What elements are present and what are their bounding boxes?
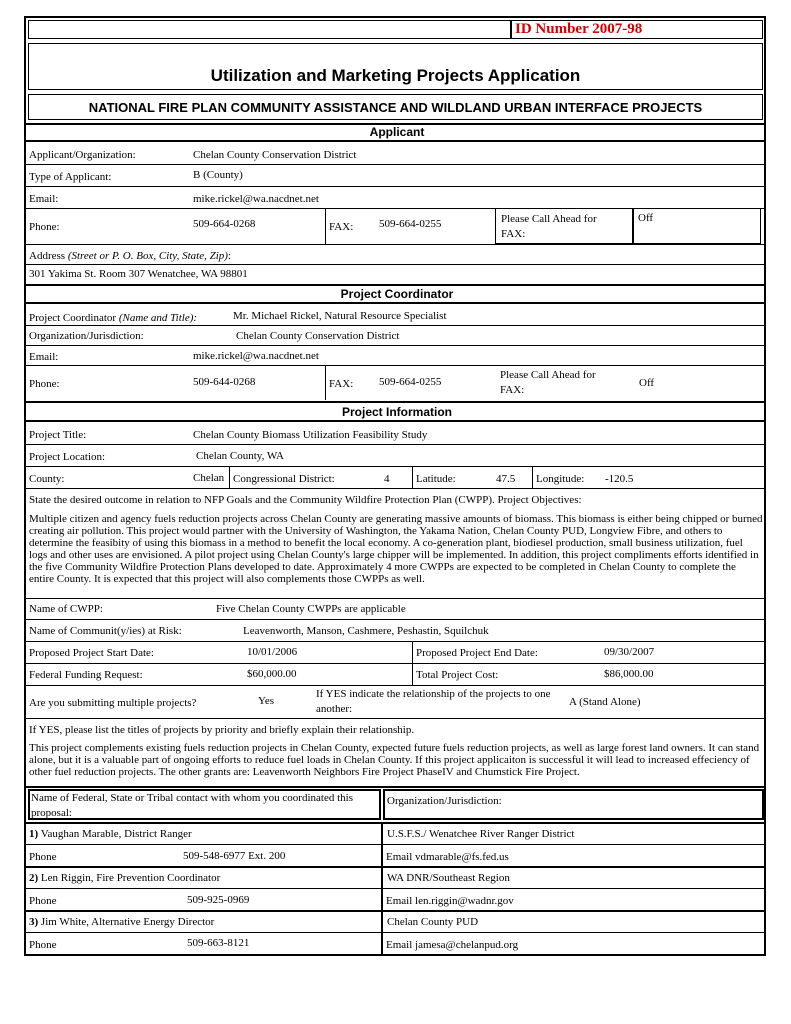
list-text: This project complements existing fuels reduction projects in Chelan County, expected future fuels reduction projects, as well as large forest land owners. It can stand alone, but it is a valuable part of ongoing efforts to reduce fuel loads in Chelan County. If this project applicaiton is successful it will lead to increased effeciency of other fuel reduction projects. The other grants are: Leavenworth Neighbors Fire Project PhaseIV and Chumstick Fire Project. <box>29 742 760 778</box>
contact-row: 3) Jim White, Alternative Energy Director <box>29 916 215 928</box>
relationship-label: If YES indicate the relationship of the projects to one another: <box>316 688 551 715</box>
page-subtitle: NATIONAL FIRE PLAN COMMUNITY ASSISTANCE AND WILDLAND URBAN INTERFACE PROJECTS <box>88 100 703 115</box>
coordinator-call-ahead-label: Please Call Ahead for FAX: <box>500 369 596 396</box>
contact-email: Email jamesa@chelanpud.org <box>386 939 519 951</box>
county-label: County: <box>29 473 65 485</box>
applicant-fax-label: FAX: <box>329 221 354 233</box>
communities-label: Name of Communit(y/ies) at Risk: <box>29 625 182 637</box>
cwpp-value: Five Chelan County CWPPs are applicable <box>216 603 406 615</box>
org-header: Organization/Jurisdiction: <box>387 795 502 807</box>
district-value: 4 <box>384 473 390 485</box>
list-prompt: If YES, please list the titles of projects by priority and briefly explain their relationship. <box>29 724 415 736</box>
header-blank-cell <box>28 20 511 39</box>
contact-row: 2) Len Riggin, Fire Prevention Coordinator <box>29 872 221 884</box>
applicant-email-value: mike.rickel@wa.nacdnet.net <box>193 193 319 205</box>
applicant-call-ahead-label: Please Call Ahead for FAX: <box>501 213 597 240</box>
start-date-value: 10/01/2006 <box>247 646 298 658</box>
applicant-type-label: Type of Applicant: <box>29 171 112 183</box>
contact-phone-label: Phone <box>29 851 57 863</box>
applicant-email-label: Email: <box>29 193 59 205</box>
county-value: Chelan <box>193 472 225 484</box>
coordinator-name-value: Mr. Michael Rickel, Natural Resource Specialist <box>233 310 447 322</box>
applicant-call-ahead-value: Off <box>638 212 654 224</box>
coordinator-fax-value: 509-664-0255 <box>379 376 442 388</box>
applicant-phone-value: 509-664-0268 <box>193 218 256 230</box>
coordinator-org-label: Organization/Jurisdiction: <box>29 330 144 342</box>
contact-header-cell <box>28 789 381 820</box>
start-date-label: Proposed Project Start Date: <box>29 647 154 659</box>
longitude-label: Longitude: <box>536 473 585 485</box>
contact-phone: 509-548-6977 Ext. 200 <box>183 850 286 862</box>
contact-email: Email len.riggin@wadnr.gov <box>386 895 514 907</box>
coordinator-phone-label: Phone: <box>29 378 60 390</box>
applicant-fax-value: 509-664-0255 <box>379 218 442 230</box>
applicant-type-value: B (County) <box>193 169 243 181</box>
relationship-value: A (Stand Alone) <box>569 696 641 708</box>
applicant-org-value: Chelan County Conservation District <box>193 149 357 161</box>
contact-phone: 509-925-0969 <box>187 894 250 906</box>
district-label: Congressional District: <box>233 473 335 485</box>
latitude-value: 47.5 <box>496 473 516 485</box>
contact-phone: 509-663-8121 <box>187 937 250 949</box>
project-title-label: Project Title: <box>29 429 87 441</box>
applicant-phone-label: Phone: <box>29 221 60 233</box>
outcome-prompt: State the desired outcome in relation to NFP Goals and the Community Wildfire Protection Plan (CWPP). Project Objectives: <box>29 494 582 506</box>
longitude-value: -120.5 <box>605 473 634 485</box>
coordinator-section-title: Project Coordinator <box>340 287 454 301</box>
contact-email: Email vdmarable@fs.fed.us <box>386 851 509 863</box>
coordinator-org-value: Chelan County Conservation District <box>236 330 400 342</box>
cwpp-label: Name of CWPP: <box>29 603 103 615</box>
page-title: Utilization and Marketing Projects Application <box>210 66 581 85</box>
id-number: ID Number 2007-98 <box>515 21 643 37</box>
applicant-section-title: Applicant <box>369 125 425 139</box>
communities-value: Leavenworth, Manson, Cashmere, Peshastin, Squilchuk <box>243 625 489 637</box>
project-section-title: Project Information <box>341 405 452 419</box>
id-number-cell <box>511 20 763 39</box>
project-location-label: Project Location: <box>29 451 106 463</box>
end-date-label: Proposed Project End Date: <box>416 647 538 659</box>
coordinator-name-label: Project Coordinator (Name and Title): <box>29 312 198 324</box>
funding-value: $60,000.00 <box>247 668 297 680</box>
project-location-value: Chelan County, WA <box>196 450 284 462</box>
coordinator-email-label: Email: <box>29 351 59 363</box>
contact-org: WA DNR/Southeast Region <box>387 872 510 884</box>
coordinator-fax-label: FAX: <box>329 378 354 390</box>
contact-org: U.S.F.S./ Wenatchee River Ranger District <box>387 828 575 840</box>
contact-phone-label: Phone <box>29 895 57 907</box>
contact-org: Chelan County PUD <box>387 916 479 928</box>
applicant-call-ahead-value-cell <box>633 208 761 244</box>
coordinator-call-ahead-value: Off <box>639 377 655 389</box>
contact-header: Name of Federal, State or Tribal contact with whom you coordinated this proposal: <box>31 792 353 819</box>
contact-phone-label: Phone <box>29 939 57 951</box>
outcome-text: Multiple citizen and agency fuels reduction projects across Chelan County are generating massive amounts of biomass. This biomass is either being chipped or burned creating air pollution. This project would partner with the University of Washington, the Yakama Nation, Chelan County PUD, Longview Fibre, and others to determine the feasibity of using this biomass in a method to benefit the local economy. A co-generation plant, biodiesel production, small business utilization, fuel logs and other uses are envisioned. A pilot project using Chelan County's large chipper will be implemented. In addition, this project compliments efforts identified in the five Community Wildfire Protection Plans developed to date. Approximately 4 more CWPPs are expected to be completed in Chelan County to complete the entire County. It is expected that this project will also complements those CWPPs as well. <box>29 513 763 585</box>
total-cost-value: $86,000.00 <box>604 668 654 680</box>
multiple-projects-label: Are you submitting multiple projects? <box>29 697 197 709</box>
applicant-address-value: 301 Yakima St. Room 307 Wenatchee, WA 98801 <box>29 268 248 280</box>
subtitle-cell <box>28 94 763 120</box>
project-title-value: Chelan County Biomass Utilization Feasibility Study <box>193 429 428 441</box>
coordinator-phone-value: 509-644-0268 <box>193 376 256 388</box>
latitude-label: Latitude: <box>416 473 456 485</box>
title-cell <box>28 43 763 90</box>
multiple-projects-value: Yes <box>258 695 275 707</box>
coordinator-email-value: mike.rickel@wa.nacdnet.net <box>193 350 319 362</box>
funding-label: Federal Funding Request: <box>29 669 143 681</box>
applicant-address-label: Address (Street or P. O. Box, City, State, Zip): <box>29 250 231 262</box>
contact-row: 1) Vaughan Marable, District Ranger <box>29 828 192 840</box>
org-header-cell <box>383 789 764 820</box>
end-date-value: 09/30/2007 <box>604 646 655 658</box>
applicant-org-label: Applicant/Organization: <box>29 149 136 161</box>
applicant-call-ahead-cell <box>495 208 633 244</box>
total-cost-label: Total Project Cost: <box>416 669 499 681</box>
